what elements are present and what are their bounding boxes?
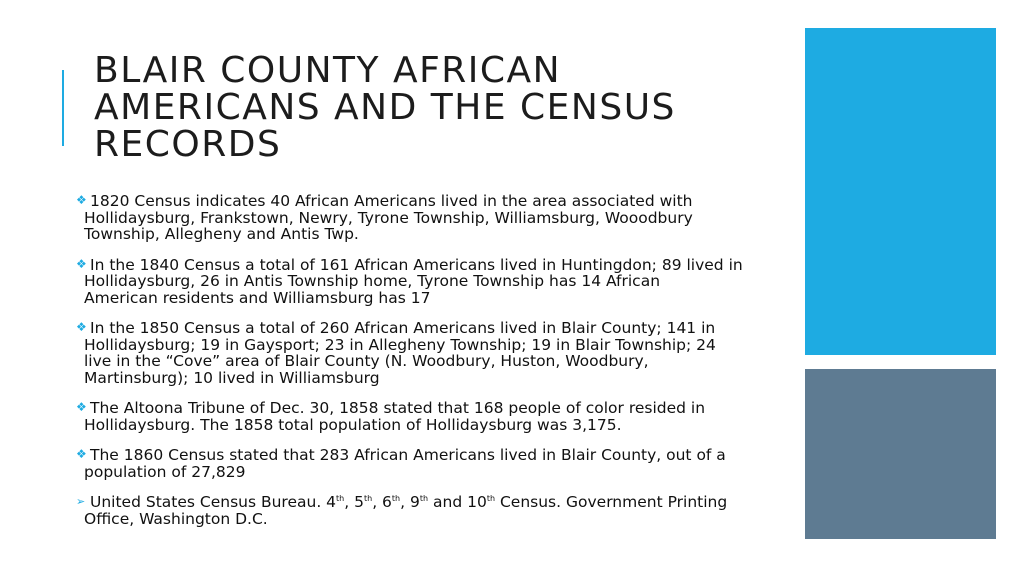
bullet-text-line: population of 27,829 (84, 462, 246, 481)
arrow-bullet-icon: ➢ (76, 495, 86, 508)
title-accent-line (62, 70, 64, 146)
slide-title (94, 52, 784, 163)
slide-title-line: BLAIR COUNTY AFRICAN (94, 50, 562, 91)
diamond-bullet-icon: ❖ (76, 193, 87, 207)
slide-title-line: RECORDS (94, 124, 282, 165)
bullet-text-line: Hollidaysburg, 26 in Antis Township home, Tyrone Township has 14 African (84, 272, 661, 290)
bullet-item (76, 447, 766, 480)
diamond-bullet-icon: ❖ (76, 447, 87, 461)
diamond-bullet-icon: ❖ (76, 400, 87, 414)
decorative-slate-panel (805, 369, 996, 539)
citation-text: and 10 (428, 493, 487, 511)
citation-text-line: Office, Washington D.C. (84, 509, 268, 528)
citation-text: , 6 (372, 493, 392, 511)
citation-item (76, 494, 766, 527)
bullet-text-line: In the 1850 Census a total of 260 African Americans lived in Blair County; 141 in (90, 319, 716, 337)
bullet-item (76, 257, 766, 307)
diamond-bullet-icon: ❖ (76, 320, 87, 334)
bullet-text-line: 1820 Census indicates 40 African Americans lived in the area associated with (90, 192, 693, 210)
ordinal-suffix: th (486, 493, 496, 503)
diamond-bullet-icon: ❖ (76, 256, 87, 271)
decorative-blue-panel (805, 28, 996, 355)
ordinal-suffix: th (419, 493, 429, 503)
bullet-text-line: American residents and Williamsburg has 17 (84, 288, 431, 307)
citation-text: , 5 (344, 493, 364, 511)
bullet-text-line: live in the “Cove” area of Blair County (N. Woodbury, Huston, Woodbury, (84, 352, 649, 370)
citation-text: United States Census Bureau. 4 (90, 493, 337, 511)
ordinal-suffix: th (391, 493, 401, 503)
slide-title-line: AMERICANS AND THE CENSUS (94, 87, 676, 128)
bullet-text-line: Martinsburg); 10 lived in Williamsburg (84, 368, 380, 387)
bullet-text-line: Township, Allegheny and Antis Twp. (84, 225, 359, 243)
citation-line (84, 494, 766, 511)
ordinal-suffix: th (336, 493, 345, 503)
ordinal-suffix: th (363, 493, 373, 503)
bullet-text-line: Hollidaysburg. The 1858 total population of Hollidaysburg was 3,175. (84, 415, 622, 434)
bullet-item (76, 320, 766, 386)
bullet-text-line: In the 1840 Census a total of 161 African Americans lived in Huntingdon; 89 lived in (90, 255, 743, 274)
bullet-text-line: Hollidaysburg; 19 in Gaysport; 23 in Allegheny Township; 19 in Blair Township; 24 (84, 335, 716, 354)
bullet-text-line: The Altoona Tribune of Dec. 30, 1858 stated that 168 people of color resided in (90, 399, 706, 417)
bullet-text-line: The 1860 Census stated that 283 African Americans lived in Blair County, out of a (90, 446, 726, 464)
bullet-item (76, 400, 766, 433)
bullet-item (76, 193, 766, 243)
citation-text: Census. Government Printing (495, 493, 728, 511)
bullet-list (76, 193, 766, 541)
citation-text: , 9 (400, 493, 420, 511)
bullet-text-line: Hollidaysburg, Frankstown, Newry, Tyrone Township, Williamsburg, Wooodbury (84, 208, 693, 227)
